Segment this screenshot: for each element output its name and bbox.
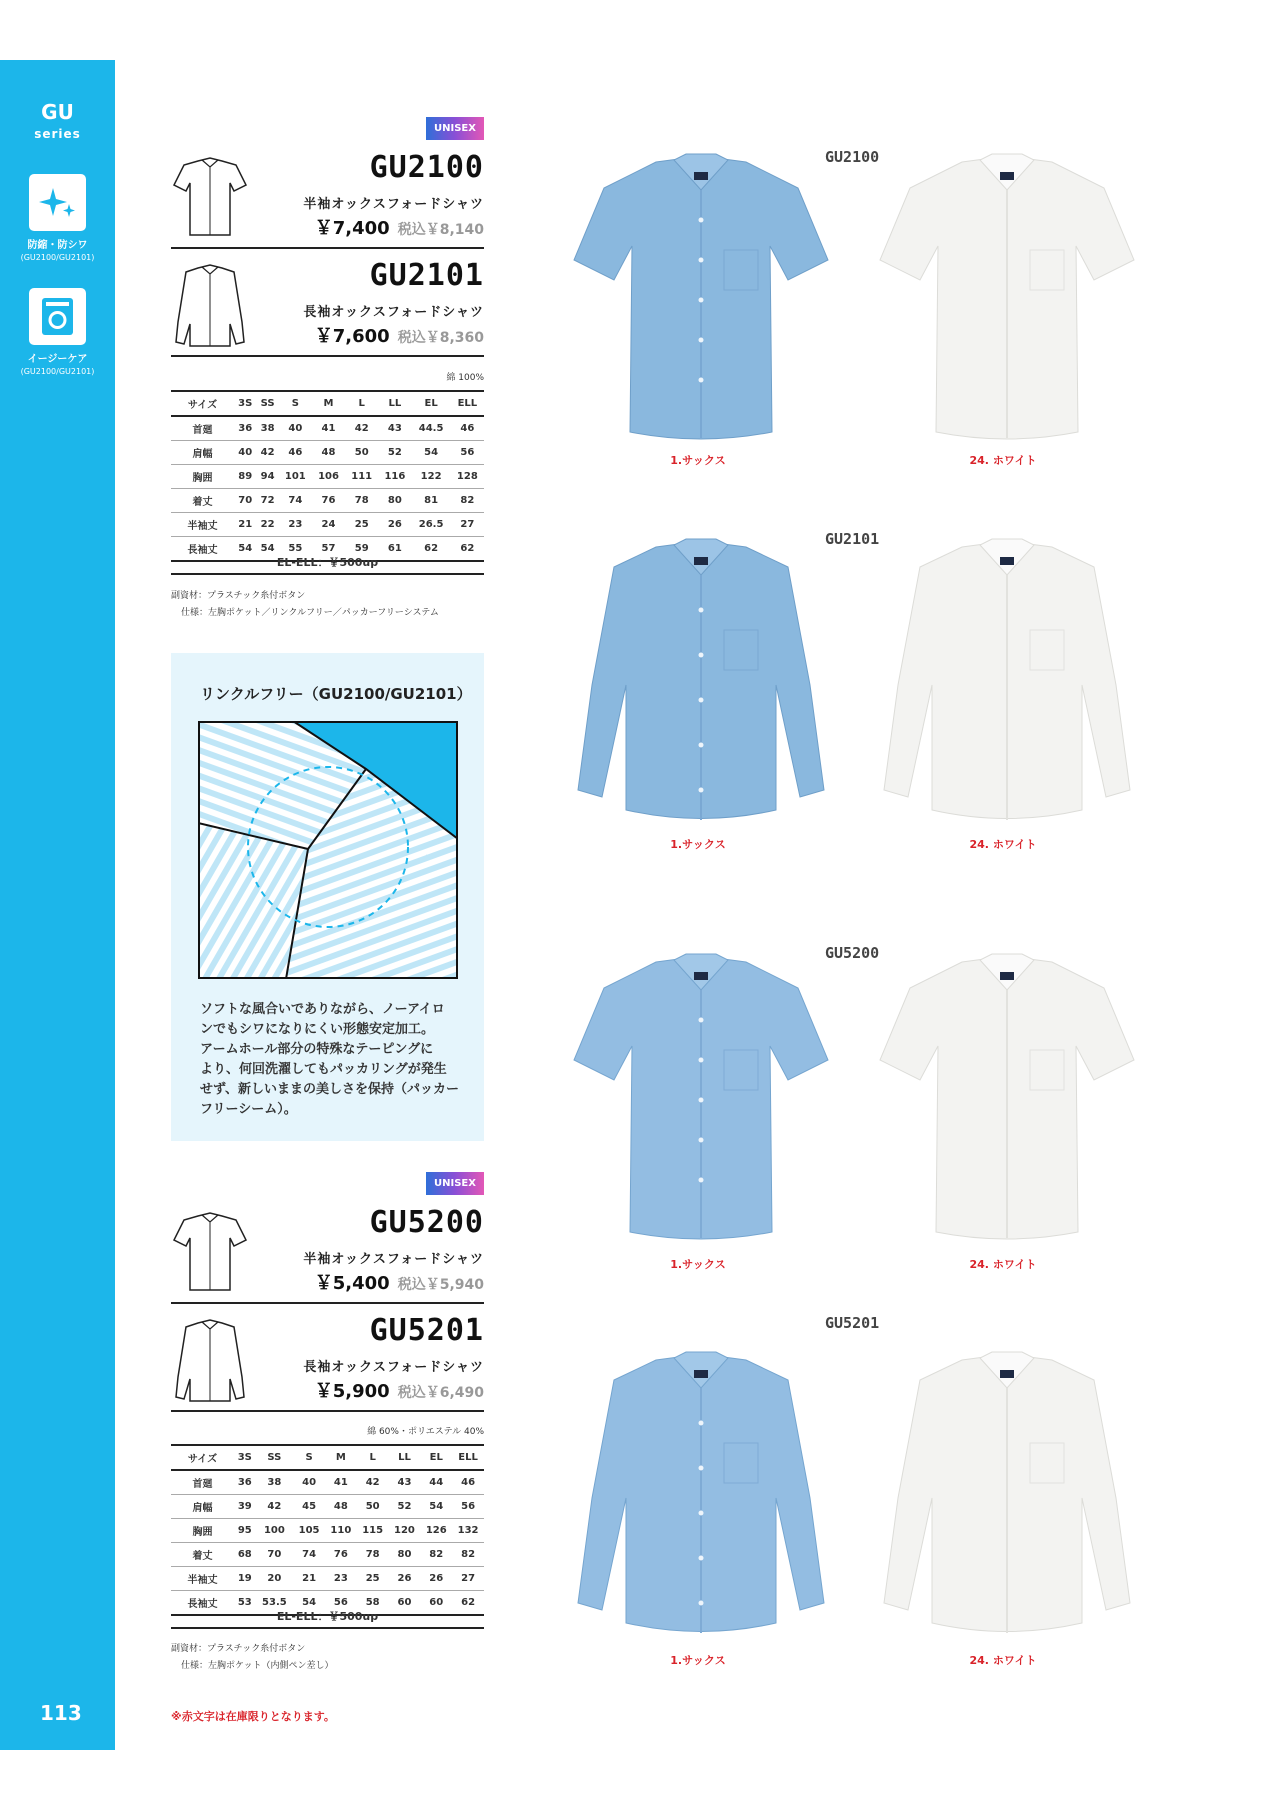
text-line: フリーシーム）。	[200, 1102, 297, 1117]
table-row	[171, 513, 484, 537]
table-cell: 116	[378, 465, 411, 489]
table-row	[171, 416, 484, 441]
table-cell: 43	[389, 1470, 421, 1495]
shirt-photo-sax-short	[566, 150, 836, 450]
product-name-gu2101: 長袖オックスフォードシャツ	[303, 305, 484, 320]
table-cell: 54	[234, 537, 257, 562]
table-cell: 62	[411, 537, 450, 562]
wrinkle-free-title: リンクルフリー（GU2100/GU2101）	[200, 685, 472, 703]
table-cell: 80	[378, 489, 411, 513]
table-cell: 54	[411, 441, 450, 465]
table-header-row	[171, 391, 484, 416]
table-header: S	[293, 1445, 325, 1470]
table-cell: 57	[312, 537, 345, 562]
wrinkle-free-description	[200, 1000, 465, 1120]
table-cell: 78	[345, 489, 378, 513]
table-cell: 40	[293, 1470, 325, 1495]
table-cell: 38	[257, 416, 279, 441]
table-header: M	[325, 1445, 357, 1470]
row-label: 胸囲	[171, 465, 234, 489]
row-label: 長袖丈	[171, 1591, 234, 1616]
table-header: LL	[389, 1445, 421, 1470]
row-label: 着丈	[171, 489, 234, 513]
table-row	[171, 441, 484, 465]
table-cell: 110	[325, 1519, 357, 1543]
material-label: 綿 60%・ポリエステル 40%	[367, 1427, 484, 1437]
table-cell: 72	[257, 489, 279, 513]
table-header: ELL	[452, 1445, 484, 1470]
table-cell: 41	[325, 1470, 357, 1495]
table-cell: 36	[234, 416, 257, 441]
table-cell: 26.5	[411, 513, 450, 537]
table-cell: 23	[325, 1567, 357, 1591]
table-row	[171, 489, 484, 513]
row-label: 半袖丈	[171, 1567, 234, 1591]
text-line: せず、新しいままの美しさを保持（パッカー	[200, 1082, 459, 1097]
table-cell: 120	[389, 1519, 421, 1543]
table-cell: 74	[293, 1543, 325, 1567]
divider	[171, 1410, 484, 1412]
table-cell: 56	[452, 1495, 484, 1519]
table-cell: 26	[420, 1567, 452, 1591]
shirt-photo-white-long	[872, 535, 1142, 835]
feature-label-easycare: イージーケア	[27, 354, 88, 365]
size-footnote: EL-ELL：￥500up	[276, 556, 379, 569]
row-label: 首廻	[171, 1470, 234, 1495]
price-value: ￥7,400	[314, 218, 390, 239]
table-cell: 27	[451, 513, 484, 537]
price-gu5200	[184, 1269, 484, 1295]
table-cell: 80	[389, 1543, 421, 1567]
table-cell: 62	[451, 537, 484, 562]
shirt-photo-white-long	[872, 1348, 1142, 1648]
table-cell: 46	[279, 441, 312, 465]
table-cell: 40	[234, 441, 257, 465]
table-cell: 53.5	[256, 1591, 294, 1616]
table-cell: 105	[293, 1519, 325, 1543]
table-cell: 21	[234, 513, 257, 537]
unisex-badge: UNISEX	[426, 117, 484, 140]
table-header: サイズ	[171, 1445, 234, 1470]
shirt-photo-white-short	[872, 950, 1142, 1250]
table-cell: 56	[325, 1591, 357, 1616]
table-cell: 46	[452, 1470, 484, 1495]
table-cell: 52	[389, 1495, 421, 1519]
photo-code-gu2100: GU2100	[825, 148, 880, 166]
price-tax: 税込￥8,360	[397, 330, 484, 346]
table-cell: 100	[256, 1519, 294, 1543]
table-cell: 122	[411, 465, 450, 489]
table-cell: 76	[312, 489, 345, 513]
price-tax: 税込￥6,490	[397, 1385, 484, 1401]
table-header: ELL	[451, 391, 484, 416]
table-row	[171, 1567, 484, 1591]
product-code-gu2101: GU2101	[369, 258, 484, 293]
table-header: SS	[256, 1445, 294, 1470]
row-label: 着丈	[171, 1543, 234, 1567]
table-cell: 50	[345, 441, 378, 465]
series-code: GU	[41, 100, 74, 124]
product-code-gu5201: GU5201	[369, 1313, 484, 1348]
table-cell: 70	[256, 1543, 294, 1567]
table-row	[171, 1495, 484, 1519]
table-cell: 42	[345, 416, 378, 441]
table-header: サイズ	[171, 391, 234, 416]
table-cell: 126	[420, 1519, 452, 1543]
table-header-row	[171, 1445, 484, 1470]
table-cell: 44	[420, 1470, 452, 1495]
divider	[171, 247, 484, 249]
table-cell: 22	[257, 513, 279, 537]
color-label-sax: 1.サックス	[670, 454, 726, 467]
table-cell: 54	[293, 1591, 325, 1616]
table-cell: 40	[279, 416, 312, 441]
table-cell: 54	[420, 1495, 452, 1519]
table-cell: 101	[279, 465, 312, 489]
table-header: L	[345, 391, 378, 416]
table-header: 3S	[234, 1445, 256, 1470]
table-row	[171, 465, 484, 489]
size-table-gu2100	[171, 390, 484, 562]
table-header: EL	[411, 391, 450, 416]
table-cell: 60	[420, 1591, 452, 1616]
table-cell: 56	[451, 441, 484, 465]
table-row	[171, 1519, 484, 1543]
table-cell: 48	[312, 441, 345, 465]
table-cell: 45	[293, 1495, 325, 1519]
row-label: 首廻	[171, 416, 234, 441]
table-cell: 41	[312, 416, 345, 441]
table-cell: 36	[234, 1470, 256, 1495]
table-cell: 132	[452, 1519, 484, 1543]
table-cell: 94	[257, 465, 279, 489]
table-cell: 52	[378, 441, 411, 465]
table-body	[171, 416, 484, 561]
text-line: アームホール部分の特殊なテーピングに	[200, 1042, 434, 1057]
table-cell: 42	[257, 441, 279, 465]
table-cell: 50	[357, 1495, 389, 1519]
divider	[171, 1302, 484, 1304]
color-label-sax: 1.サックス	[670, 1258, 726, 1271]
table-cell: 25	[357, 1567, 389, 1591]
note-materials: 副資材：プラスチック糸付ボタン	[171, 1644, 306, 1654]
table-cell: 25	[345, 513, 378, 537]
text-line: ンでもシワになりにくい形態安定加工。	[200, 1022, 435, 1037]
color-label-white: 24. ホワイト	[969, 454, 1037, 467]
divider	[171, 573, 484, 575]
table-cell: 58	[357, 1591, 389, 1616]
price-gu2101	[184, 322, 484, 348]
color-label-sax: 1.サックス	[670, 838, 726, 851]
divider	[171, 355, 484, 357]
table-header: 3S	[234, 391, 257, 416]
color-label-white: 24. ホワイト	[969, 1654, 1037, 1667]
table-cell: 61	[378, 537, 411, 562]
feature-sub-wrinkle: (GU2100/GU2101)	[20, 253, 95, 262]
table-cell: 55	[279, 537, 312, 562]
table-cell: 44.5	[411, 416, 450, 441]
stock-note: ※赤文字は在庫限りとなります。	[171, 1710, 335, 1723]
row-label: 半袖丈	[171, 513, 234, 537]
table-cell: 43	[378, 416, 411, 441]
feature-sub-easycare: (GU2100/GU2101)	[20, 367, 95, 376]
price-value: ￥5,900	[314, 1381, 390, 1402]
table-cell: 23	[279, 513, 312, 537]
row-label: 肩幅	[171, 1495, 234, 1519]
table-header: M	[312, 391, 345, 416]
price-gu5201	[184, 1377, 484, 1403]
table-cell: 82	[420, 1543, 452, 1567]
table-cell: 39	[234, 1495, 256, 1519]
table-cell: 76	[325, 1543, 357, 1567]
row-label: 肩幅	[171, 441, 234, 465]
row-label: 長袖丈	[171, 537, 234, 562]
table-cell: 42	[357, 1470, 389, 1495]
photo-code-gu2101: GU2101	[825, 530, 880, 548]
table-cell: 111	[345, 465, 378, 489]
table-cell: 20	[256, 1567, 294, 1591]
table-header: LL	[378, 391, 411, 416]
price-gu2100	[184, 214, 484, 240]
table-cell: 82	[452, 1543, 484, 1567]
table-cell: 48	[325, 1495, 357, 1519]
table-cell: 54	[257, 537, 279, 562]
shirt-photo-sax-short	[566, 950, 836, 1250]
row-label: 胸囲	[171, 1519, 234, 1543]
table-cell: 26	[389, 1567, 421, 1591]
table-header: SS	[257, 391, 279, 416]
table-cell: 46	[451, 416, 484, 441]
size-table-gu5200	[171, 1444, 484, 1616]
table-cell: 128	[451, 465, 484, 489]
note-spec: 仕様：左胸ポケット（内側ペン差し）	[181, 1661, 334, 1671]
unisex-badge: UNISEX	[426, 1172, 484, 1195]
table-row	[171, 1470, 484, 1495]
text-line: ソフトな風合いでありながら、ノーアイロ	[200, 1002, 445, 1017]
text-line: より、何回洗濯してもパッカリングが発生	[200, 1062, 447, 1077]
table-cell: 70	[234, 489, 257, 513]
product-code-gu5200: GU5200	[369, 1205, 484, 1240]
product-name-gu5201: 長袖オックスフォードシャツ	[303, 1360, 484, 1375]
table-cell: 42	[256, 1495, 294, 1519]
color-label-white: 24. ホワイト	[969, 1258, 1037, 1271]
table-cell: 38	[256, 1470, 294, 1495]
table-header: S	[279, 391, 312, 416]
shirt-photo-white-short	[872, 150, 1142, 450]
color-label-white: 24. ホワイト	[969, 838, 1037, 851]
washing-machine-icon	[29, 288, 86, 345]
product-name-gu2100: 半袖オックスフォードシャツ	[303, 197, 484, 212]
photo-code-gu5200: GU5200	[825, 944, 880, 962]
table-cell: 68	[234, 1543, 256, 1567]
color-label-sax: 1.サックス	[670, 1654, 726, 1667]
table-cell: 89	[234, 465, 257, 489]
note-spec: 仕様：左胸ポケット／リンクルフリー／パッカーフリーシステム	[181, 608, 439, 618]
wrinkle-free-diagram	[198, 721, 458, 979]
material-label: 綿 100%	[446, 373, 484, 383]
divider	[171, 1627, 484, 1629]
table-cell: 59	[345, 537, 378, 562]
shirt-photo-sax-long	[566, 1348, 836, 1648]
page-number: 113	[40, 1701, 82, 1725]
table-cell: 106	[312, 465, 345, 489]
table-cell: 81	[411, 489, 450, 513]
photo-code-gu5201: GU5201	[825, 1314, 880, 1332]
table-body	[171, 1470, 484, 1615]
table-cell: 74	[279, 489, 312, 513]
table-cell: 24	[312, 513, 345, 537]
table-cell: 82	[451, 489, 484, 513]
table-cell: 21	[293, 1567, 325, 1591]
table-cell: 27	[452, 1567, 484, 1591]
table-header: L	[357, 1445, 389, 1470]
table-row	[171, 1543, 484, 1567]
price-tax: 税込￥5,940	[397, 1277, 484, 1293]
series-word: series	[34, 127, 81, 141]
note-materials: 副資材：プラスチック糸付ボタン	[171, 591, 306, 601]
table-cell: 115	[357, 1519, 389, 1543]
table-cell: 62	[452, 1591, 484, 1616]
price-tax: 税込￥8,140	[397, 222, 484, 238]
table-cell: 19	[234, 1567, 256, 1591]
table-header: EL	[420, 1445, 452, 1470]
table-cell: 95	[234, 1519, 256, 1543]
size-footnote: EL-ELL：￥500up	[276, 1610, 379, 1623]
feature-label-wrinkle: 防縮・防シワ	[27, 240, 88, 251]
price-value: ￥7,600	[314, 326, 390, 347]
table-cell: 53	[234, 1591, 256, 1616]
product-name-gu5200: 半袖オックスフォードシャツ	[303, 1252, 484, 1267]
product-code-gu2100: GU2100	[369, 150, 484, 185]
shirt-photo-sax-long	[566, 535, 836, 835]
price-value: ￥5,400	[314, 1273, 390, 1294]
sparkle-icon	[29, 174, 86, 231]
table-cell: 60	[389, 1591, 421, 1616]
table-cell: 78	[357, 1543, 389, 1567]
table-cell: 26	[378, 513, 411, 537]
